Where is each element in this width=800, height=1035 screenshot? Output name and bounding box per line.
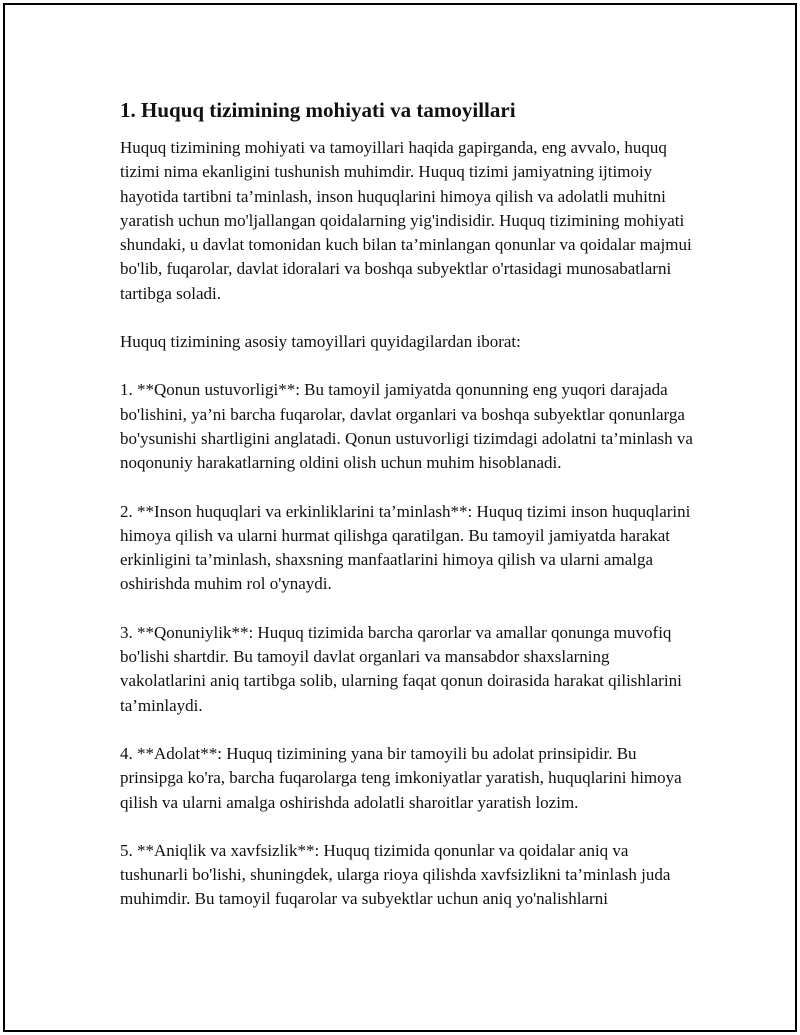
principles-lead-paragraph: Huquq tizimining asosiy tamoyillari quyidagilardan iborat: xyxy=(120,332,521,352)
section-heading: 1. Huquq tizimining mohiyati va tamoyillari xyxy=(120,98,516,122)
principle-2-paragraph: 2. **Inson huquqlari va erkinliklarini ta’minlash**: Huquq tizimi inson huquqlarini himoya qilish va ularni hurmat qilishga qaratilgan. Bu tamoyil jamiyatda harakat erkinligini ta’minlash, shaxsning manfaatlarini himoya qilish va ularni amalga oshirishda muhim rol o'ynaydi. xyxy=(120,501,691,594)
document-page xyxy=(120,95,695,936)
intro-paragraph: Huquq tizimining mohiyati va tamoyillari haqida gapirganda, eng avvalo, huquq tizimi nima ekanligini tushunish muhimdir. Huquq tizimi jamiyatning ijtimoiy hayotida tartibni ta’minlash, inson huquqlarini himoya qilish va adolatli muhitni yaratish uchun mo'ljallangan qoidalarning yig'indisidir. Huquq tizimining mohiyati shundaki, u davlat tomonidan kuch bilan ta’minlangan qonunlar va qoidalar majmui bo'lib, fuqarolar, davlat idoralari va boshqa subyektlar o'rtasidagi munosabatlarni tartibga soladi. xyxy=(120,138,692,303)
principle-3-paragraph: 3. **Qonuniylik**: Huquq tizimida barcha qarorlar va amallar qonunga muvofiq bo'lishi shartdir. Bu tamoyil davlat organlari va mansabdor shaxslarning vakolatlarini aniq tartibga solib, ularning faqat qonun doirasida harakat qilishlarini ta’minlaydi. xyxy=(120,622,682,715)
principle-4-paragraph: 4. **Adolat**: Huquq tizimining yana bir tamoyili bu adolat prinsipidir. Bu prinsipga ko'ra, barcha fuqarolarga teng imkoniyatlar yaratish, huquqlarini himoya qilish va ularni amalga oshirishda adolatli sharoitlar yaratish lozim. xyxy=(120,743,682,812)
principle-5-paragraph: 5. **Aniqlik va xavfsizlik**: Huquq tizimida qonunlar va qoidalar aniq va tushunarli bo'lishi, shuningdek, ularga rioya qilishda xavfsizlikni ta’minlash juda muhimdir. Bu tamoyil fuqarolar va subyektlar uchun aniq yo'nalishlarni xyxy=(120,840,671,909)
page-border xyxy=(3,3,797,1032)
principle-1-paragraph: 1. **Qonun ustuvorligi**: Bu tamoyil jamiyatda qonunning eng yuqori darajada bo'lishini, ya’ni barcha fuqarolar, davlat organlari va boshqa subyektlar qonunlarga bo'ysunishi shartligini anglatadi. Qonun ustuvorligi tizimdagi adolatni ta’minlash va noqonuniy harakatlarning oldini olish uchun muhim hisoblanadi. xyxy=(120,380,693,473)
